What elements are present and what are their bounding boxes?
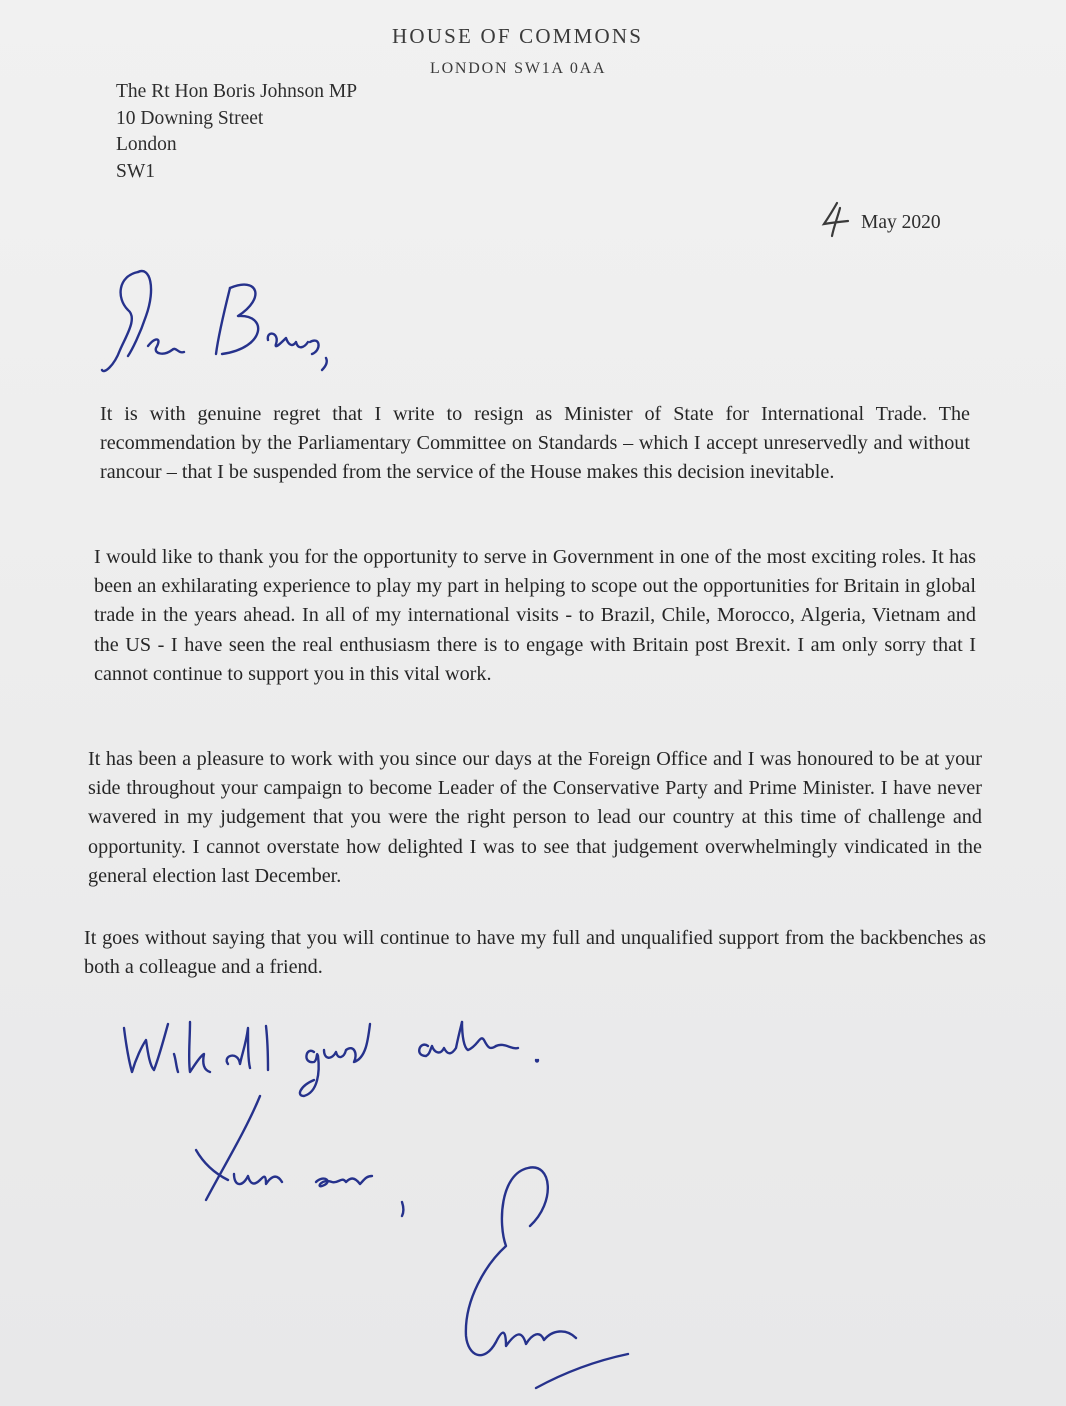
body-paragraph: I would like to thank you for the opportunity to serve in Government in one of the most exciting roles. It has been an exhilarating experience to play my part in helping to scope out the opportunities for Britain in global trade in the years ahead. In all of my international visits - to Brazil, Chile, Morocco, Algeria, Vietnam and the US - I have seen the real enthusiasm there is to engage with Britain post Brexit. I am only sorry that I cannot continue to support you in this vital work. <box>94 546 976 685</box>
recipient-line: London <box>116 134 177 155</box>
letter-date <box>820 200 980 240</box>
handwritten-day <box>820 200 856 240</box>
date-text: May 2020 <box>861 212 941 233</box>
recipient-line: The Rt Hon Boris Johnson MP <box>116 81 358 102</box>
handwritten-wishes <box>118 1010 558 1100</box>
body-paragraph: It is with genuine regret that I write to resign as Minister of State for International Trade. The recommendation by the Parliamentary Committee on Standards – which I accept unreservedly and without rancour – that I be suspended from the service of the House makes this decision inevitable. <box>100 403 970 484</box>
recipient-line: SW1 <box>116 160 155 182</box>
body-paragraph: It goes without saying that you will continue to have my full and unqualified support from the backbenches as both a colleague and a friend. <box>84 927 986 979</box>
body-paragraph: It has been a pleasure to work with you since our days at the Foreign Office and I was honoured to be at your side throughout your campaign to become Leader of the Conservative Party and Prime Minister. I have never wavered in my judgement that you were the right person to lead our country at this time of challenge and opportunity. I cannot overstate how delighted I was to see that judgement overwhelmingly vindicated in the general election last December. <box>88 748 982 887</box>
signature-mark <box>440 1150 640 1390</box>
recipient-address <box>116 79 357 185</box>
handwritten-salutation <box>98 258 348 380</box>
handwritten-valediction <box>190 1090 420 1220</box>
letterhead-house: HOUSE OF COMMONS <box>392 24 644 48</box>
letterhead-address: LONDON SW1A 0AA <box>430 60 607 77</box>
recipient-line: 10 Downing Street <box>116 107 264 129</box>
